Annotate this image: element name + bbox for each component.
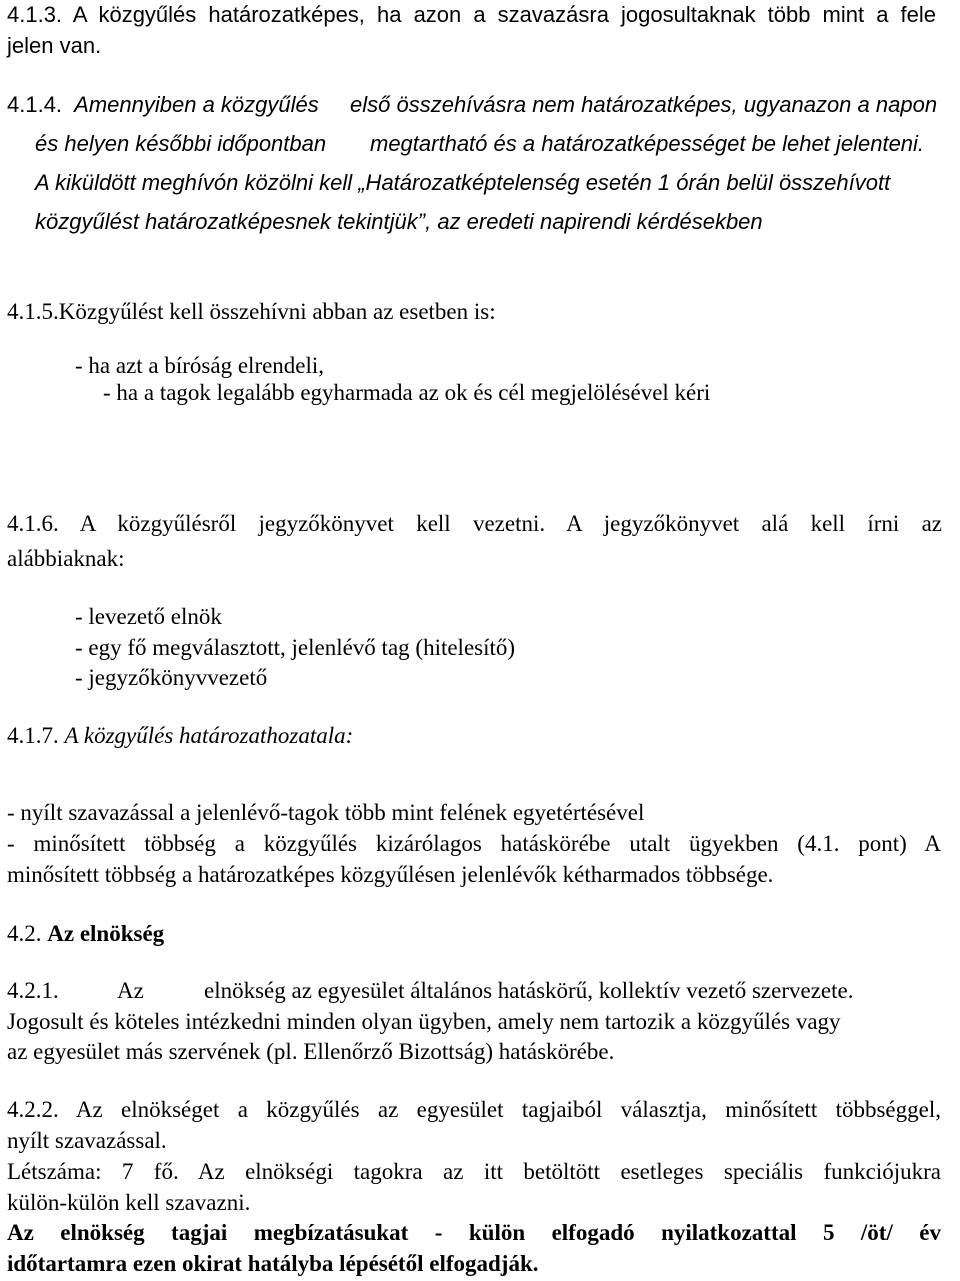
paragraph-4-2-1-line-3: az egyesület más szervének (pl. Ellenőrző Bizottság) hatáskörébe.	[7, 1039, 615, 1064]
paragraph-4-2-2-line-1: 4.2.2. Az elnökséget a közgyűlés az egyesület tagjaiból választja, minősített többséggel,	[7, 1097, 941, 1122]
list-item-4-1-6-1: - levezető elnök	[75, 604, 222, 629]
section-4-2-heading	[7, 921, 164, 947]
list-item-4-1-7-2-line-1: - minősített többség a közgyűlés kizárólagos hatáskörébe utalt ügyekben (4.1. pont) A	[7, 831, 941, 856]
paragraph-4-2-1-line-2: Jogosult és köteles intézkedni minden olyan ügyben, amely nem tartozik a közgyűlés vagy	[7, 1009, 841, 1034]
list-item-4-1-7-1: - nyílt szavazással a jelenlévő-tagok több mint felének egyetértésével	[7, 800, 645, 825]
paragraph-4-1-4-line-2b: megtartható és a határozatképességet be lehet jelenteni.	[370, 131, 925, 156]
paragraph-4-1-4-line-3: A kiküldött meghívón közölni kell „Határozatképtelenség esetén 1 órán belül összehívott	[35, 170, 891, 195]
paragraph-4-2-2-line-4: külön-külön kell szavazni.	[7, 1190, 251, 1215]
paragraph-4-1-4-line-1	[7, 92, 319, 118]
paragraph-4-1-7-heading	[7, 723, 353, 749]
list-item-4-1-5-1: - ha azt a bíróság elrendeli,	[75, 353, 325, 378]
paragraph-4-2-1-word-1: Az	[117, 978, 144, 1003]
paragraph-4-1-3-line-1: 4.1.3. A közgyűlés határozatképes, ha azon a szavazásra jogosultaknak több mint a fele	[7, 2, 936, 27]
paragraph-4-1-4-text-a: Amennyiben a közgyűlés	[74, 92, 319, 117]
list-item-4-1-7-2-line-2: minősített többség a határozatképes közgyűlésen jelenlévők kétharmados többsége.	[7, 862, 774, 887]
list-item-4-1-6-3: - jegyzőkönyvvezető	[75, 665, 268, 690]
list-item-4-1-6-2: - egy fő megválasztott, jelenlévő tag (hitelesítő)	[75, 635, 516, 660]
paragraph-4-1-3-line-2: jelen van.	[7, 33, 102, 58]
section-title-4-2: Az elnökség	[47, 921, 165, 946]
paragraph-4-2-2-bold-line-2: időtartamra ezen okirat hatályba lépésétől elfogadják.	[7, 1251, 539, 1276]
section-number-4-2-1: 4.2.1.	[7, 978, 59, 1003]
paragraph-4-1-4-line-4: közgyűlést határozatképesnek tekintjük”, az eredeti napirendi kérdésekben	[35, 209, 763, 234]
list-item-4-1-5-2: - ha a tagok legalább egyharmada az ok és cél megjelölésével kéri	[103, 380, 711, 405]
paragraph-4-1-6-line-1: 4.1.6. A közgyűlésről jegyzőkönyvet kell vezetni. A jegyzőkönyvet alá kell írni az	[7, 511, 942, 536]
paragraph-4-2-2-line-2: nyílt szavazással.	[7, 1128, 167, 1153]
paragraph-4-1-4-text-b: első összehívásra nem határozatképes, ugyanazon a napon	[350, 92, 938, 117]
section-title-4-1-7: A közgyűlés határozathozatala:	[64, 723, 354, 748]
section-number-4-1-7: 4.1.7.	[7, 723, 59, 748]
paragraph-4-1-4-line-2a: és helyen későbbi időpontban	[35, 131, 327, 156]
paragraph-4-1-5-heading: 4.1.5.Közgyűlést kell összehívni abban az esetben is:	[7, 299, 496, 324]
section-number-4-2: 4.2.	[7, 921, 42, 946]
paragraph-4-2-2-line-3: Létszáma: 7 fő. Az elnökségi tagokra az itt betöltött esetleges speciális funkciójukra	[7, 1159, 941, 1184]
paragraph-4-2-2-bold-line-1: Az elnökség tagjai megbízatásukat - külön elfogadó nyilatkozattal 5 /öt/ év	[7, 1220, 941, 1245]
paragraph-4-2-1-line-1: elnökség az egyesület általános hatáskörű, kollektív vezető szervezete.	[204, 978, 854, 1003]
section-number-4-1-4: 4.1.4.	[7, 92, 63, 117]
paragraph-4-1-6-line-2: alábbiaknak:	[7, 546, 125, 571]
